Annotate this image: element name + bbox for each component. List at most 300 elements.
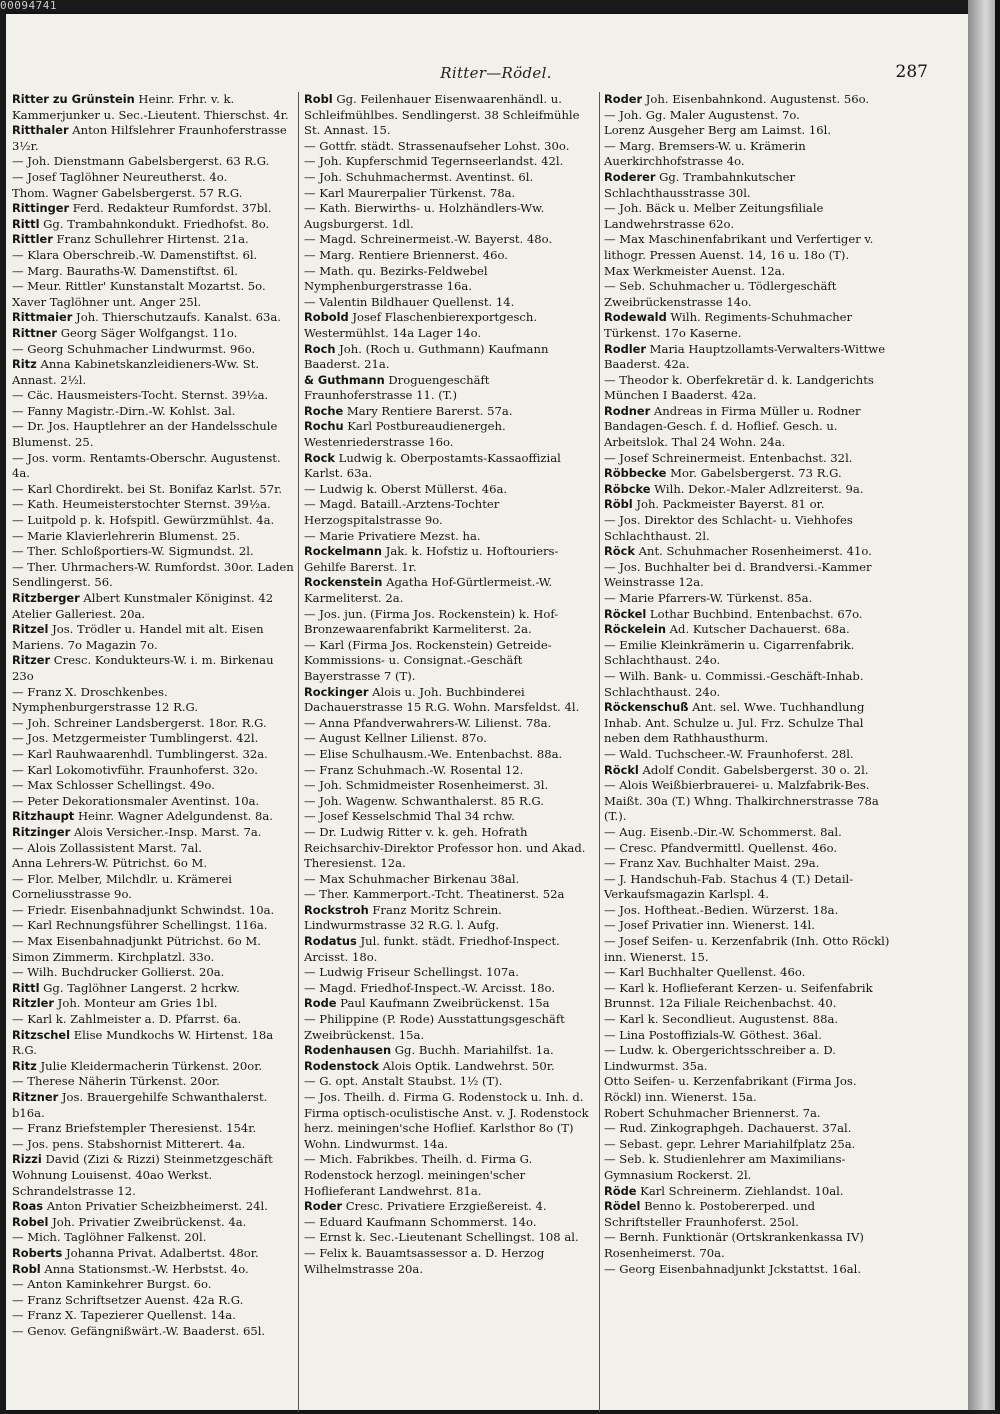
entry-text: Franz Moritz Schrein. Lindwurmstrasse 32 R.G. l. Aufg. [304,902,502,933]
entry-text: Joh. (Roch u. Guthmann) Kaufmann Baaderst. 21a. [304,341,549,372]
directory-entry [604,872,896,903]
entry-text: — Karl k. Zahlmeister a. D. Pfarrst. 6a. [12,1012,242,1027]
entry-surname: Ritzel [12,622,49,637]
directory-entry [12,217,294,233]
entry-text: — Kath. Bierwirths- u. Holzhändlers-Ww. Augsburgerst. 1dl. [304,201,545,231]
directory-entry [12,451,294,482]
entry-surname: Rockelmann [304,544,383,559]
directory-entry [304,1152,594,1199]
entry-text: — Friedr. Eisenbahnadjunkt Schwindst. 10a. [12,902,275,917]
entry-text: — Marie Privatiere Mezst. ha. [304,528,481,543]
entry-surname: Rittler [12,232,53,247]
directory-entry [12,1215,294,1231]
directory-entry [604,591,896,607]
directory-entry [12,685,294,716]
entry-text: Droguengeschäft Fraunhoferstrasse 11. (T.) [304,372,490,403]
directory-entry [604,638,896,669]
entry-surname: Roas [12,1199,44,1214]
entry-text: — Joh. Bäck u. Melber Zeitungsfiliale Landwehrstrasse 62o. [604,201,824,231]
entry-text: — Dr. Ludwig Ritter v. k. geh. Hofrath Reichsarchiv-Direktor Professor hon. und Akad. Theresienst. 12a. [304,824,586,871]
directory-entry [304,934,594,965]
entry-text: — Flor. Melber, Milchdlr. u. Krämerei Corneliusstrasse 9o. [12,871,232,902]
entry-surname: Röbcke [604,481,651,496]
entry-text: Karl Postbureaudienergeh. Westenriederstrasse 16o. [304,419,506,450]
directory-entry [304,232,594,248]
entry-surname: Rittner [12,325,58,340]
entry-text: — Joh. Schmidmeister Rosenheimerst. 3l. [304,778,549,793]
directory-entry [604,404,896,451]
entry-text: Karl Schreinerm. Ziehlandst. 10al. [636,1183,844,1198]
entry-text: — Jos. Direktor des Schlacht- u. Viehhofes Schlachthaust. 2l. [604,513,853,543]
directory-entry [304,747,594,763]
entry-text: — Franz Xav. Buchhalter Maist. 29a. [604,856,820,871]
directory-entry [12,653,294,684]
entry-surname: Röck [604,544,635,559]
directory-entry [12,342,294,358]
entry-text: — Rud. Zinkographgeh. Dachauerst. 37al. [604,1121,852,1136]
directory-entry [12,841,294,857]
entry-text: — Anton Kaminkehrer Burgst. 6o. [12,1277,212,1292]
directory-entry [604,1012,896,1028]
entry-text: Ant. Schuhmacher Rosenheimerst. 41o. [634,544,872,559]
entry-text: — Georg Schuhmacher Lindwurmst. 96o. [12,341,256,356]
directory-entry [12,497,294,513]
directory-entry [12,1152,294,1199]
entry-text: — Magd. Schreinermeist.-W. Bayerst. 48o. [304,232,553,247]
entry-surname: Robl [304,92,333,106]
entry-text: — Marg. Bremsers-W. u. Krämerin Auerkirchhofstrasse 4o. [604,138,806,169]
entry-text: Joh. Thierschutzaufs. Kanalst. 63a. [72,310,281,325]
directory-entry [12,981,294,997]
directory-entry [304,1199,594,1215]
directory-entry [12,264,294,280]
directory-entry [304,685,594,716]
entry-text: — Franz X. Droschkenbes. Nymphenburgerstrasse 12 R.G. [12,684,199,715]
entry-text: Mary Rentiere Barerst. 57a. [343,403,513,418]
entry-text: Wilh. Dekor.-Maler Adlzreiterst. 9a. [650,481,864,496]
entry-text: Gg. Feilenhauer Eisenwaarenhändl. u. Schleifmühlbes. Sendlingerst. 38 Schleifmühle St. Annast. 15. [304,92,580,138]
entry-text: Anton Privatier Scheizbheimerst. 24l. [43,1199,268,1214]
entry-text: — Joh. Schuhmachermst. Aventinst. 6l. [304,169,534,184]
entry-text: — Josef Seifen- u. Kerzenfabrik (Inh. Otto Röckl) inn. Wienerst. 15. [604,934,890,964]
directory-entry [12,388,294,404]
directory-entry [12,716,294,732]
entry-text: — Max Maschinenfabrikant und Verfertiger v. lithogr. Pressen Auenst. 14, 16 u. 18o (T). [604,232,874,262]
directory-column-2 [304,92,594,1414]
entry-text: — Marie Pfarrers-W. Türkenst. 85a. [604,591,813,605]
directory-entry [604,92,896,108]
entry-text: — Max Schuhmacher Birkenau 38al. [304,871,520,886]
directory-entry [604,497,896,513]
directory-entry [304,638,594,685]
directory-entry [604,1199,896,1230]
directory-entry [304,201,594,232]
directory-entry [304,716,594,732]
directory-entry [12,1262,294,1278]
entry-text: — Josef Schreinermeist. Entenbachst. 32l. [604,450,853,465]
directory-entry [304,778,594,794]
entry-surname: Ritzschel [12,1027,71,1042]
directory-entry [604,170,896,201]
entry-text: — Emilie Kleinkrämerin u. Cigarrenfabrik. Schlachthaust. 24o. [604,637,855,668]
directory-entry [12,809,294,825]
directory-entry [12,123,294,154]
directory-entry [604,1028,896,1044]
entry-text: Xaver Taglöhner unt. Anger 25l. [12,294,202,309]
entry-surname: Roberts [12,1245,63,1260]
entry-surname: Ritzer [12,653,51,668]
directory-entry [12,996,294,1012]
directory-entry [604,700,896,747]
entry-text: — Ther. Schloßportiers-W. Sigmundst. 2l. [12,544,254,559]
entry-text: — Anna Pfandverwahrers-W. Lilienst. 78a. [304,715,552,730]
entry-text: — Joh. Schreiner Landsbergerst. 18or. R.G. [12,715,267,730]
entry-text: — Karl Chordirekt. bei St. Bonifaz Karlst. 57r. [12,481,283,496]
entry-text: Anton Hilfslehrer Fraunhoferstrasse 3½r. [12,123,287,153]
entry-surname: Ritzner [12,1090,59,1104]
entry-text: Benno k. Postobererped. und Schriftsteller Fraunhoferst. 25ol. [604,1199,816,1229]
directory-entry [12,731,294,747]
directory-entry [12,1293,294,1309]
entry-text: — Jos. Buchhalter bei d. Brandversi.-Kammer Weinstrasse 12a. [604,559,872,590]
entry-surname: Rödel [604,1199,641,1214]
directory-entry [12,326,294,342]
directory-entry [304,497,594,528]
directory-entry [304,154,594,170]
directory-entry [304,248,594,264]
directory-entry [12,794,294,810]
entry-surname: Rittinger [12,201,70,216]
entry-surname: Rodler [604,341,646,356]
entry-surname: Rittl [12,216,40,231]
entry-text: — Seb. k. Studienlehrer am Maximilians-Gymnasium Rockerst. 2l. [604,1152,846,1182]
entry-text: Robert Schuhmacher Briennerst. 7a. [604,1105,821,1120]
entry-text: Cresc. Privatiere Erzgießereist. 4. [342,1199,547,1214]
directory-entry [604,373,896,404]
entry-text: Jos. Trödler u. Handel mit alt. Eisen Mariens. 7o Magazin 7o. [12,622,264,652]
entry-surname: Röckel [604,606,647,621]
directory-entry [604,482,896,498]
directory-entry [304,1246,594,1277]
directory-entry [12,1324,294,1340]
directory-entry [12,357,294,388]
entry-text: — Eduard Kaufmann Schommerst. 14o. [304,1214,537,1229]
directory-entry [604,669,896,700]
directory-entry [304,451,594,482]
entry-text: — Fanny Magistr.-Dirn.-W. Kohlst. 3al. [12,403,236,418]
directory-entry [604,1152,896,1183]
entry-text: Gg. Trambahnkutscher Schlachthausstrasse 30l. [604,169,796,200]
directory-entry [304,607,594,638]
entry-text: Georg Säger Wolfgangst. 11o. [57,325,238,340]
entry-text: — Luitpold p. k. Hofspitl. Gewürzmühlst. 4a. [12,513,275,528]
entry-surname: Rittl [12,980,40,995]
directory-entry [12,232,294,248]
entry-text: — J. Handschuh-Fab. Stachus 4 (T.) Detail-Verkaufsmagazin Karlspl. 4. [604,871,854,902]
entry-surname: Rodewald [604,310,667,325]
column-rule [298,92,299,1412]
directory-entry [604,264,896,280]
directory-entry [604,903,896,919]
entry-text: David (Zizi & Rizzi) Steinmetzgeschäft Wohnung Louisenst. 40ao Werkst. Schrandelstrasse 12. [12,1152,273,1198]
entry-text: — Ther. Kammerport.-Tcht. Theatinerst. 52a [304,887,565,902]
entry-text: Ant. sel. Wwe. Tuchhandlung Inhab. Ant. Schulze u. Jul. Frz. Schulze Thal neben dem Rathhausthurm. [604,700,865,746]
directory-entry [12,544,294,560]
directory-entry [604,918,896,934]
entry-text: — Marie Klavierlehrerin Blumenst. 25. [12,528,241,543]
directory-entry [604,778,896,825]
directory-entry [604,544,896,560]
entry-text: — Jos. jun. (Firma Jos. Rockenstein) k. Hof-Bronzewaarenfabrikt Karmeliterst. 2a. [304,606,559,637]
entry-text: Alois Versicher.-Insp. Marst. 7a. [70,824,262,839]
entry-text: — Joh. Kupferschmid Tegernseerlandst. 42l. [304,154,564,169]
directory-entry [604,841,896,857]
entry-text: — Ludwig Friseur Schellingst. 107a. [304,965,519,980]
entry-text: Elise Mundkochs W. Hirtenst. 18a R.G. [12,1027,274,1058]
directory-entry [604,763,896,779]
directory-entry [12,918,294,934]
directory-entry [604,934,896,965]
directory-entry [12,513,294,529]
entry-surname: Ritzhaupt [12,809,75,824]
entry-text: — Theodor k. Oberfekretär d. k. Landgerichts München I Baaderst. 42a. [604,372,874,403]
entry-surname: & Guthmann [304,372,385,387]
directory-entry [604,342,896,373]
directory-entry [604,560,896,591]
directory-entry [604,466,896,482]
directory-entry [12,778,294,794]
directory-entry [12,154,294,170]
entry-text: Anna Kabinetskanzleidieners-Ww. St. Annast. 2½l. [12,357,259,387]
entry-text: Alois u. Joh. Buchbinderei Dachauerstrasse 15 R.G. Wohn. Marsfeldst. 4l. [304,684,580,715]
entry-text: Thom. Wagner Gabelsbergerst. 57 R.G. [12,185,243,200]
entry-surname: Ritzler [12,996,54,1011]
directory-entry [304,731,594,747]
directory-entry [604,201,896,232]
directory-entry [604,1043,896,1074]
directory-entry [604,108,896,124]
directory-entry [604,622,896,638]
entry-text: — Joh. Dienstmann Gabelsbergerst. 63 R.G. [12,154,270,169]
entry-text: — Karl Buchhalter Quellenst. 46o. [604,965,806,980]
directory-entry [304,872,594,888]
directory-entry [604,1184,896,1200]
entry-text: — Wilh. Buchdrucker Gollierst. 20a. [12,965,225,980]
entry-text: Lorenz Ausgeher Berg am Laimst. 16l. [604,123,832,138]
entry-text: — Sebast. gepr. Lehrer Mariahilfplatz 25a. [604,1136,856,1151]
directory-entry [304,295,594,311]
entry-text: — Jos. pens. Stabshornist Mitterert. 4a. [12,1136,246,1151]
directory-entry [604,607,896,623]
entry-text: Agatha Hof-Gürtlermeist.-W. Karmeliterst. 2a. [304,575,553,605]
directory-entry [12,747,294,763]
entry-text: — Karl Rechnungsführer Schellingst. 116a. [12,918,268,933]
directory-entry [304,419,594,450]
entry-text: — Georg Eisenbahnadjunkt Jckstattst. 16al. [604,1261,862,1276]
directory-column-1 [12,92,294,1414]
entry-text: Anna Lehrers-W. Pütrichst. 6o M. [12,856,208,871]
directory-entry [604,139,896,170]
directory-entry [12,482,294,498]
directory-entry [604,1074,896,1105]
entry-text: — Klara Oberschreib.-W. Damenstiftst. 6l. [12,247,258,262]
directory-entry [304,529,594,545]
entry-text: — Seb. Schuhmacher u. Tödlergeschäft Zweibrückenstrasse 14o. [604,279,837,309]
directory-entry [12,295,294,311]
entry-text: — Alois Weißbierbrauerei- u. Malzfabrik-Bes. Maißt. 30a (T.) Whng. Thalkirchnerstrasse 78a (T.). [604,778,879,824]
directory-entry [304,887,594,903]
directory-entry [12,170,294,186]
entry-text: Maria Hauptzollamts-Verwalters-Wittwe Baaderst. 42a. [604,341,886,372]
directory-column-3 [604,92,896,1414]
directory-entry [304,1074,594,1090]
entry-text: Ad. Kutscher Dachauerst. 68a. [666,622,850,637]
directory-entry [304,1090,594,1152]
entry-surname: Rochu [304,419,344,434]
entry-text: — Kath. Heumeisterstochter Sternst. 39½a. [12,497,271,512]
entry-text: — Ludwig k. Oberst Müllerst. 46a. [304,481,508,496]
entry-text: — Jos. Hoftheat.-Bedien. Würzerst. 18a. [604,902,839,917]
entry-text: — Mich. Taglöhner Falkenst. 20l. [12,1230,207,1245]
entry-text: Johanna Privat. Adalbertst. 48or. [62,1245,259,1260]
entry-text: — Ludw. k. Obergerichtsschreiber a. D. Lindwurmst. 35a. [604,1043,836,1073]
entry-text: — Valentin Bildhauer Quellenst. 14. [304,294,515,309]
directory-entry [304,1043,594,1059]
entry-text: Jos. Brauergehilfe Schwanthalerst. b16a. [12,1090,268,1120]
directory-entry [304,404,594,420]
directory-entry [304,92,594,139]
entry-text: Gg. Buchh. Mariahilfst. 1a. [391,1043,554,1058]
column-rule [599,92,600,1412]
entry-text: Otto Seifen- u. Kerzenfabrikant (Firma Jos. Röckl) inn. Wienerst. 15a. [604,1074,857,1104]
directory-entry [304,575,594,606]
directory-entry [12,201,294,217]
directory-entry [604,1137,896,1153]
entry-text: Heinr. Frhr. v. k. Kammerjunker u. Sec.-Lieutent. Thierschst. 4r. [12,92,289,122]
entry-text: Josef Flaschenbierexportgesch. Westermühlst. 14a Lager 14o. [304,310,538,340]
directory-entry [304,903,594,934]
entry-text: Adolf Condit. Gabelsbergerst. 30 o. 2l. [638,762,869,777]
directory-entry [304,544,594,575]
directory-entry [604,232,896,263]
directory-entry [604,1121,896,1137]
directory-entry [304,310,594,341]
entry-surname: Rizzi [12,1152,42,1167]
directory-entry [304,342,594,373]
entry-text: — Cresc. Pfandvermittl. Quellenst. 46o. [604,840,838,855]
directory-entry [604,1106,896,1122]
directory-entry [12,1012,294,1028]
entry-text: Anna Stationsmst.-W. Herbstst. 4o. [40,1261,249,1276]
entry-text: — Wilh. Bank- u. Commissi.-Geschäft-Inhab. Schlachthaust. 24o. [604,668,864,699]
entry-surname: Roder [304,1199,343,1214]
entry-surname: Rodner [604,403,651,418]
entry-text: — Karl Rauhwaarenhdl. Tumblingerst. 32a. [12,746,268,761]
directory-entry [604,279,896,310]
entry-text: Joh. Monteur am Gries 1bl. [54,996,218,1011]
entry-text: — Mich. Fabrikbes. Theilh. d. Firma G. Rodenstock herzogl. meiningen'scher Hoflieferant Landwehrst. 81a. [304,1152,533,1198]
entry-text: — Marg. Bauraths-W. Damenstiftst. 6l. [12,263,238,278]
entry-text: — Wald. Tuchscheer.-W. Fraunhoferst. 28l. [604,746,854,761]
entry-text: — Jos. Theilh. d. Firma G. Rodenstock u. Inh. d. Firma optisch-oculistische Anst. v. J. Rodenstock herz. meiningen'sche Hoflief. Karlsthor 8o (T) Wohn. Lindwurmst. 14a. [304,1090,589,1151]
directory-entry [12,1137,294,1153]
book-spine [968,0,1000,1410]
entry-surname: Rodenstock [304,1058,379,1073]
entry-text: — Therese Näherin Türkenst. 20or. [12,1074,220,1089]
entry-text: Max Werkmeister Auenst. 12a. [604,263,786,278]
directory-entry [12,419,294,450]
entry-text: — Karl (Firma Jos. Rockenstein) Getreide-Kommissions- u. Consignat.-Geschäft Bayerstrasse 7 (T). [304,637,552,683]
entry-text: — Franz Schuhmach.-W. Rosental 12. [304,762,524,777]
entry-text: — Aug. Eisenb.-Dir.-W. Schommerst. 8al. [604,824,842,839]
entry-text: — Josef Privatier inn. Wienerst. 14l. [604,918,815,933]
entry-surname: Rode [304,996,337,1011]
entry-surname: Ritzinger [12,824,71,839]
entry-text: — Karl k. Hoflieferant Kerzen- u. Seifenfabrik Brunnst. 12a Filiale Reichenbachst. 40. [604,980,873,1011]
directory-entry [304,809,594,825]
directory-entry [12,856,294,872]
entry-text: — Josef Kesselschmid Thal 34 rchw. [304,809,515,824]
directory-entry [12,1090,294,1121]
entry-surname: Ritthaler [12,123,69,138]
entry-text: — Genov. Gefängnißwärt.-W. Baaderst. 65l. [12,1323,266,1338]
entry-surname: Ritzberger [12,591,80,605]
entry-surname: Röbbecke [604,466,667,481]
entry-text: Joh. Eisenbahnkond. Augustenst. 56o. [642,92,870,106]
directory-entry [304,965,594,981]
entry-surname: Rockinger [304,684,369,699]
directory-entry [12,1277,294,1293]
entry-text: — Max Schlosser Schellingst. 49o. [12,778,215,793]
directory-entry [12,529,294,545]
entry-text: — Felix k. Bauamtsassessor a. D. Herzog Wilhelmstrasse 20a. [304,1245,545,1276]
entry-text: Simon Zimmerm. Kirchplatzl. 33o. [12,949,215,964]
directory-entry [12,591,294,622]
entry-text: Jak. k. Hofstiz u. Hoftouriers-Gehilfe Barerst. 1r. [304,544,559,574]
entry-text: Wilh. Regiments-Schuhmacher Türkenst. 17o Kaserne. [604,310,853,340]
entry-surname: Robold [304,310,349,325]
directory-entry [12,248,294,264]
entry-text: — Marg. Rentiere Briennerst. 46o. [304,247,508,262]
entry-text: — Franz Briefstempler Theresienst. 154r. [12,1121,257,1136]
entry-surname: Robl [12,1261,41,1276]
entry-text: — Alois Zollassistent Marst. 7al. [12,840,202,855]
directory-entry [304,264,594,295]
directory-entry [12,1074,294,1090]
entry-text: — Franz X. Tapezierer Quellenst. 14a. [12,1308,236,1323]
directory-entry [12,825,294,841]
entry-text: — Elise Schulhausm.-We. Entenbachst. 88a. [304,746,563,761]
entry-surname: Roche [304,403,344,418]
entry-text: Gg. Taglöhner Langerst. 2 hcrkw. [39,980,240,995]
entry-text: Ferd. Redakteur Rumfordst. 37bl. [69,201,272,216]
running-head: Ritter—Rödel. [440,64,552,82]
directory-entry [12,1308,294,1324]
directory-entry [304,186,594,202]
entry-surname: Rodenhausen [304,1043,392,1058]
directory-entry [12,92,294,123]
entry-surname: Ritter zu Grünstein [12,92,135,106]
entry-text: — Dr. Jos. Hauptlehrer an der Handelsschule Blumenst. 25. [12,419,278,450]
entry-surname: Röckenschuß [604,700,689,715]
entry-text: — Max Eisenbahnadjunkt Pütrichst. 6o M. [12,934,261,949]
entry-text: — Jos. vorm. Rentamts-Oberschr. Augustenst. 4a. [12,450,281,481]
directory-entry [12,1230,294,1246]
entry-text: Jul. funkt. städt. Friedhof-Inspect. Arcisst. 18o. [304,934,560,964]
entry-surname: Röckelein [604,622,666,637]
directory-entry [304,1215,594,1231]
entry-text: — Franz Schriftsetzer Auenst. 42a R.G. [12,1292,244,1307]
